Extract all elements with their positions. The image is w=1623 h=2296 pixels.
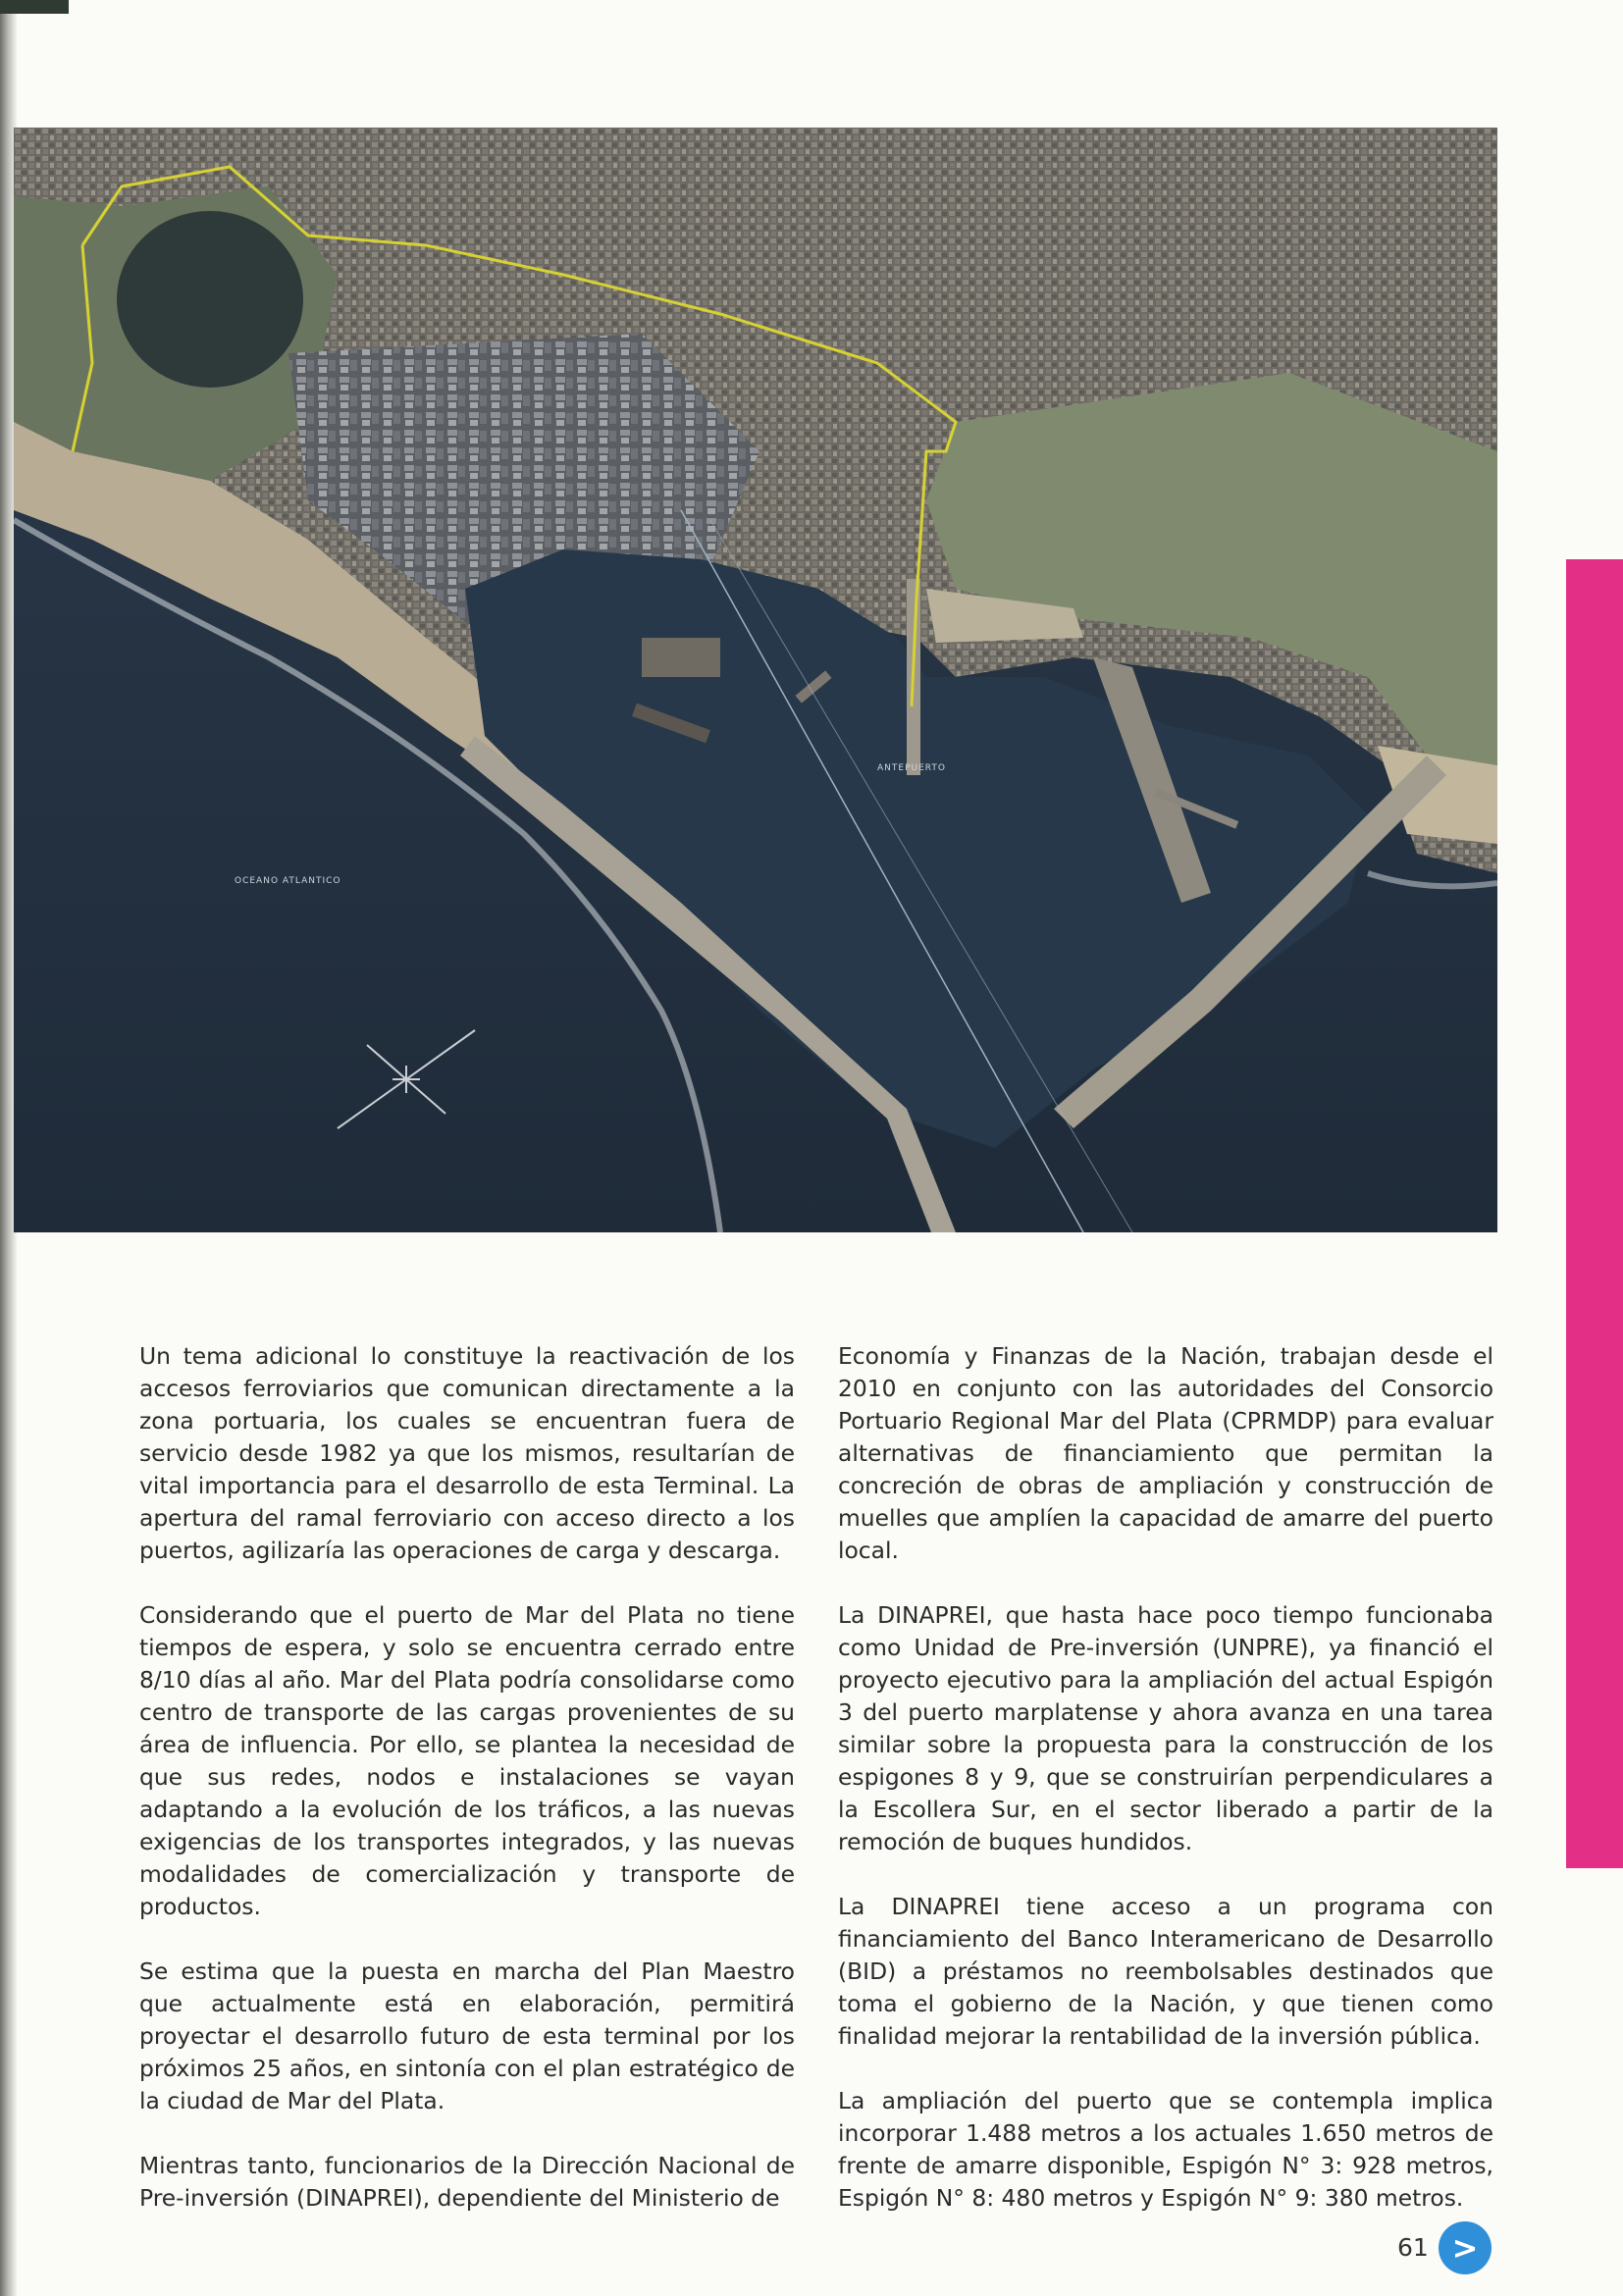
- paragraph: La DINAPREI tiene acceso a un programa con financiamiento del Banco Interamericano de Desarrollo (BID) a préstamos no reembolsables destinados que toma el gobierno de la Nación, y que tienen como finalidad mejorar la rentabilidad de la inversión pública.: [838, 1893, 1493, 2050]
- paragraph: Se estima que la puesta en marcha del Plan Maestro que actualmente está en elaboración, permitirá proyectar el desarrollo futuro de esta terminal por los próximos 25 años, en sintonía con el plan estratégico de la ciudad de Mar del Plata.: [139, 1957, 795, 2114]
- page-corner-mark: [0, 0, 69, 14]
- next-page-button[interactable]: [1439, 2221, 1492, 2274]
- body-column-right: [838, 1340, 1493, 2247]
- paragraph: Economía y Finanzas de la Nación, trabajan desde el 2010 en conjunto con las autoridades del Consorcio Portuario Regional Mar del Plata (CPRMDP) para evaluar alternativas de financiamiento que permitan la concreción de obras de ampliación y construcción de muelles que amplíen la capacidad de amarre del puerto local.: [838, 1342, 1493, 1564]
- paragraph: La DINAPREI, que hasta hace poco tiempo funcionaba como Unidad de Pre-inversión (UNPRE), ya financió el proyecto ejecutivo para la ampliación del actual Espigón 3 del puerto marplatense y ahora avanza en una tarea similar sobre la propuesta para la construcción de los espigones 8 y 9, que se construirían perpendiculares a la Escollera Sur, en el sector liberado a partir de la remoción de buques hundidos.: [838, 1601, 1493, 1855]
- body-column-left: [139, 1340, 795, 2247]
- ocean-label: OCEANO ATLANTICO: [235, 876, 341, 886]
- outer-harbor-label: ANTEPUERTO: [877, 763, 946, 773]
- paragraph: Considerando que el puerto de Mar del Plata no tiene tiempos de espera, y solo se encuentra cerrado entre 8/10 días al año. Mar del Plata podría consolidarse como centro de transporte de las cargas provenientes de su área de influencia. Por ello, se plantea la necesidad de que sus redes, nodos e instalaciones se vayan adaptando a la evolución de los tráficos, a las nuevas exigencias de los transportes integrados, y las nuevas modalidades de comercialización y transporte de productos.: [139, 1601, 795, 1920]
- paragraph: Mientras tanto, funcionarios de la Dirección Nacional de Pre-inversión (DINAPREI), dependiente del Ministerio de: [139, 2152, 795, 2212]
- chevron-right-icon: >: [1451, 2229, 1479, 2267]
- port-aerial-photo: [14, 128, 1497, 1232]
- page-number: 61: [1397, 2233, 1429, 2262]
- section-color-tab: [1566, 559, 1623, 1868]
- paragraph: La ampliación del puerto que se contempla implica incorporar 1.488 metros a los actuales 1.650 metros de frente de amarre disponible, Espigón N° 3: 928 metros, Espigón N° 8: 480 metros y Espigón N° 9: 380 metros.: [838, 2087, 1493, 2212]
- paragraph: Un tema adicional lo constituye la reactivación de los accesos ferroviarios que comunican directamente a la zona portuaria, los cuales se encuentran fuera de servicio desde 1982 ya que los mismos, resultarían de vital importancia para el desarrollo de esta Terminal. La apertura del ramal ferroviario con acceso directo a los puertos, agilizaría las operaciones de carga y descarga.: [139, 1342, 795, 1564]
